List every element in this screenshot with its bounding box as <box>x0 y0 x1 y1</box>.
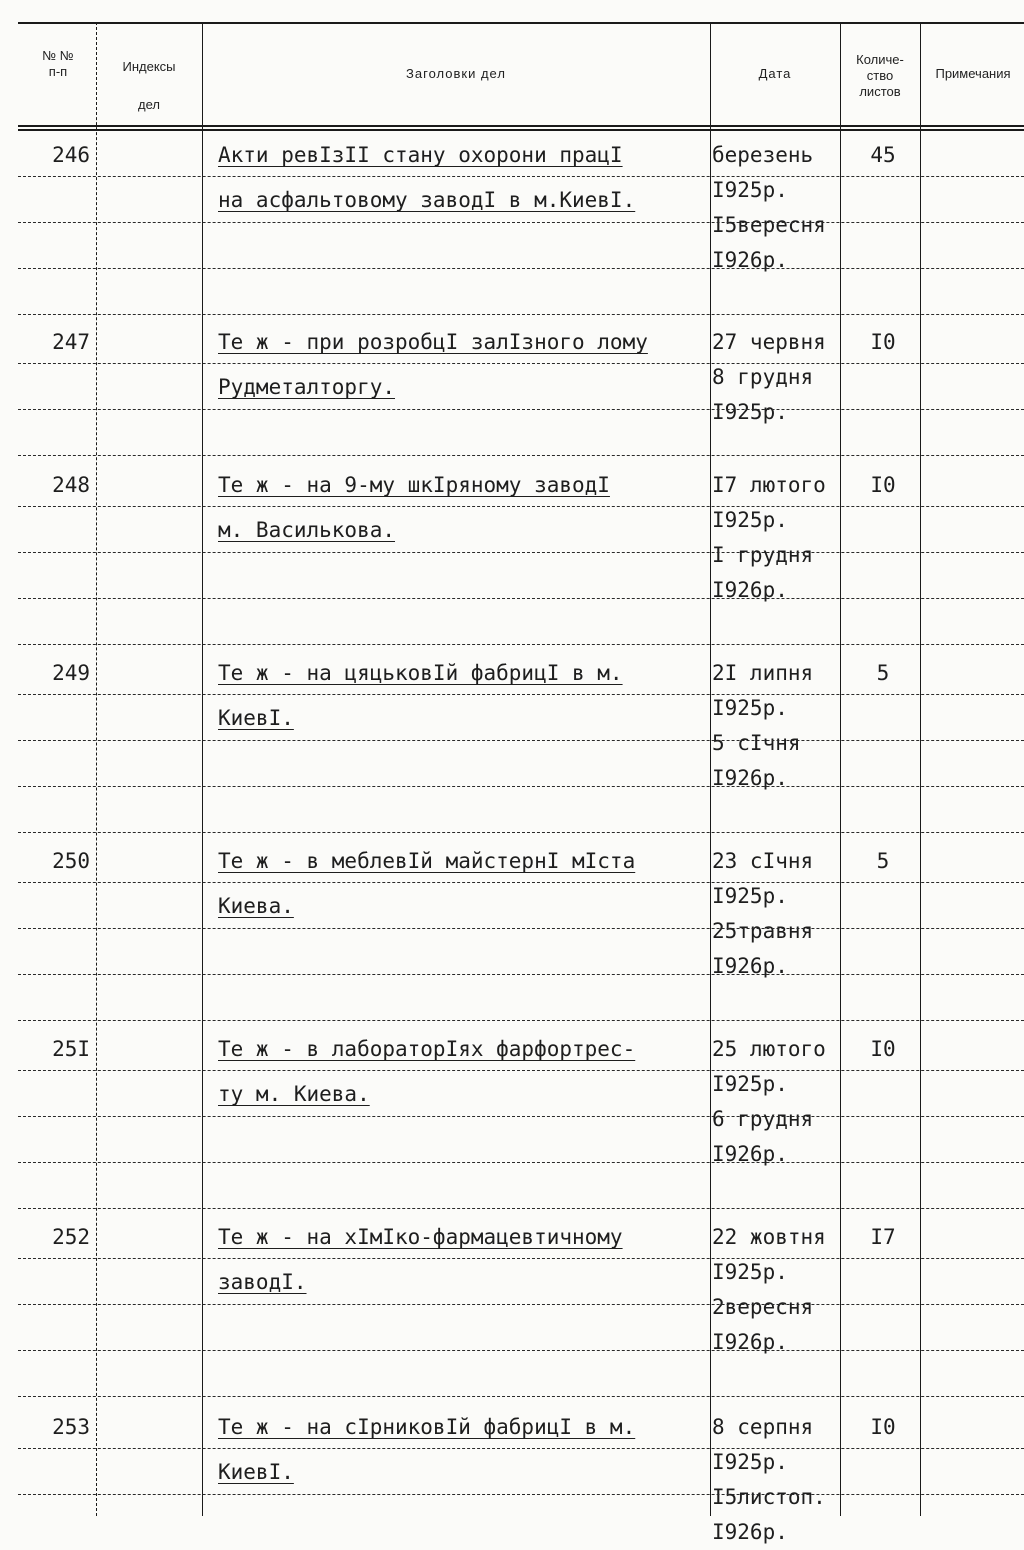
entry-date-line: 2I липня <box>712 661 814 685</box>
entry-title-line: Те ж - на сIрниковIй фабрицI в м. <box>218 1415 636 1439</box>
ruling-line <box>18 1448 1024 1449</box>
entry-title-line: Те ж - в меблевIй майстернI мIста <box>218 849 636 873</box>
entry-date-line: 22 жовтня <box>712 1225 826 1249</box>
entry-date-line: 25 лютого <box>712 1037 826 1061</box>
entry-date-line: I926р. <box>712 248 788 272</box>
header-notes: Примечания <box>935 66 1011 81</box>
entry-sheet-count: 5 <box>876 661 890 685</box>
entry-number: 252 <box>52 1225 90 1249</box>
ruling-line <box>18 1162 1024 1163</box>
entry-date-line: I7 лютого <box>712 473 826 497</box>
entry-number: 25I <box>52 1037 90 1061</box>
entry-date-line: I926р. <box>712 578 788 602</box>
entry-date-line: 8 серпня <box>712 1415 814 1439</box>
header-top-rule <box>18 22 1024 24</box>
entry-date-line: 5 сIчня <box>712 731 801 755</box>
entry-date-line: березень <box>712 143 814 167</box>
entry-date-line: I925р. <box>712 508 788 532</box>
ruling-line <box>18 506 1024 507</box>
ruling-line <box>18 694 1024 695</box>
entry-sheet-count: 5 <box>876 849 890 873</box>
entry-date-line: I926р. <box>712 954 788 978</box>
entry-sheet-count: I0 <box>870 473 896 497</box>
header-number: № № п-п <box>42 48 74 79</box>
ruling-line <box>18 1208 1024 1209</box>
entry-title-line: Те ж - на цяцьковIй фабрицI в м. <box>218 661 623 685</box>
entry-sheet-count: I0 <box>870 1037 896 1061</box>
ruling-line <box>18 409 1024 410</box>
entry-sheet-count: 45 <box>870 143 896 167</box>
entry-title-line: Акти ревIзII стану охорони працI <box>218 143 623 167</box>
header-sheets: Количе- ство листов <box>856 52 904 99</box>
ruling-line <box>18 1116 1024 1117</box>
entry-date-line: 25травня <box>712 919 814 943</box>
header-index: Индексы дел <box>122 59 176 112</box>
entry-date-line: I926р. <box>712 1330 788 1354</box>
ruling-line <box>18 598 1024 599</box>
entry-title-line: м. Василькова. <box>218 518 396 542</box>
column-divider <box>202 22 203 1516</box>
entry-date-line: 8 грудня <box>712 365 814 389</box>
entry-title-line: на асфальтовому заводI в м.КиевI. <box>218 188 636 212</box>
column-divider <box>920 22 921 1516</box>
entry-date-line: 27 червня <box>712 330 826 354</box>
entry-date-line: 23 сIчня <box>712 849 814 873</box>
entry-date-line: I926р. <box>712 766 788 790</box>
entry-date-line: I925р. <box>712 884 788 908</box>
entry-title-line: Рудметалторгу. <box>218 375 396 399</box>
entry-title-line: Те ж - на хIмIко-фармацевтичному <box>218 1225 623 1249</box>
ruling-line <box>18 1350 1024 1351</box>
ruling-line <box>18 1020 1024 1021</box>
entry-date-line: 2вересня <box>712 1295 814 1319</box>
entry-date-line: I925р. <box>712 1260 788 1284</box>
ruling-line <box>18 974 1024 975</box>
entry-date-line: I925р. <box>712 1072 788 1096</box>
header-bottom-rule-double <box>18 129 1024 131</box>
entry-title-line: КиевI. <box>218 1460 294 1484</box>
ruling-line <box>18 882 1024 883</box>
ruling-line <box>18 222 1024 223</box>
entry-number: 246 <box>52 143 90 167</box>
ruling-line <box>18 455 1024 456</box>
column-divider <box>710 22 711 1516</box>
ruling-line <box>18 1304 1024 1305</box>
entry-title-line: Киева. <box>218 894 294 918</box>
entry-date-line: I925р. <box>712 400 788 424</box>
ruling-line <box>18 1070 1024 1071</box>
ruling-line <box>18 786 1024 787</box>
ruling-line <box>18 928 1024 929</box>
entry-title-line: заводI. <box>218 1270 307 1294</box>
ruling-line <box>18 552 1024 553</box>
entry-date-line: 6 грудня <box>712 1107 814 1131</box>
entry-sheet-count: I7 <box>870 1225 896 1249</box>
entry-date-line: I925р. <box>712 1450 788 1474</box>
entry-date-line: I926р. <box>712 1520 788 1544</box>
ruling-line <box>18 1494 1024 1495</box>
ruling-line <box>18 1396 1024 1397</box>
entry-number: 248 <box>52 473 90 497</box>
entry-number: 247 <box>52 330 90 354</box>
ruling-line <box>18 314 1024 315</box>
ruling-line <box>18 176 1024 177</box>
entry-number: 249 <box>52 661 90 685</box>
entry-date-line: I925р. <box>712 178 788 202</box>
entry-title-line: Те ж - на 9-му шкIряному заводI <box>218 473 610 497</box>
column-divider <box>96 22 97 1516</box>
ruling-line <box>18 832 1024 833</box>
header-title: Заголовки дел <box>406 66 506 81</box>
entry-title-line: Те ж - в лабораторIях фарфортрес- <box>218 1037 636 1061</box>
ruling-line <box>18 1258 1024 1259</box>
entry-date-line: I грудня <box>712 543 814 567</box>
entry-date-line: I5вересня <box>712 213 826 237</box>
entry-date-line: I926р. <box>712 1142 788 1166</box>
header-date: Дата <box>758 66 792 81</box>
header-bottom-rule <box>18 125 1024 127</box>
entry-sheet-count: I0 <box>870 1415 896 1439</box>
ruling-line <box>18 644 1024 645</box>
ruling-line <box>18 740 1024 741</box>
entry-date-line: I925р. <box>712 696 788 720</box>
entry-title-line: ту м. Киева. <box>218 1082 370 1106</box>
ruling-line <box>18 268 1024 269</box>
entry-title-line: КиевI. <box>218 706 294 730</box>
entry-title-line: Те ж - при розробцI залIзного лому <box>218 330 648 354</box>
entry-date-line: I5листоп. <box>712 1485 826 1509</box>
ruling-line <box>18 363 1024 364</box>
entry-sheet-count: I0 <box>870 330 896 354</box>
entry-number: 253 <box>52 1415 90 1439</box>
entry-number: 250 <box>52 849 90 873</box>
